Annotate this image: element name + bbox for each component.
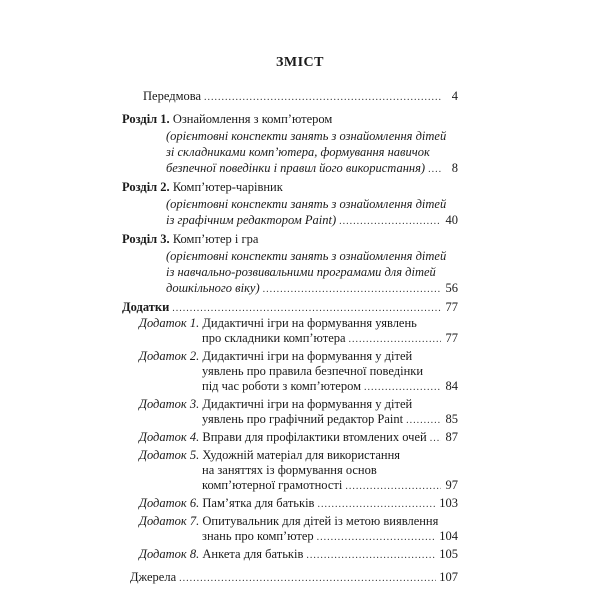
appendix-line: Дидактичні ігри на формування у дітей	[202, 349, 413, 363]
entry-label: Додатки	[122, 300, 170, 314]
section-number: Розділ 1.	[122, 112, 170, 126]
toc-entry-sources[interactable]	[130, 570, 458, 585]
section-2-desc-line: (орієнтовні конспекти занять з ознайомлення дітей	[166, 197, 447, 211]
section-title: Ознайомлення з комп’ютером	[172, 112, 333, 126]
dot-leader	[263, 282, 441, 297]
section-1-desc-line: безпечної поведінки і правил його використання)	[166, 161, 426, 175]
section-3-last-line	[166, 281, 458, 296]
toc-entry-appendix-7[interactable]	[139, 514, 458, 529]
appendix-3-last-line	[202, 412, 458, 427]
toc-entry-section-2[interactable]	[122, 180, 458, 195]
entry-page: 56	[445, 281, 458, 295]
appendix-line: Художній матеріал для використання	[202, 448, 401, 462]
entry-page: 85	[445, 412, 458, 426]
dot-leader	[179, 571, 436, 586]
appendix-line: знань про комп’ютер	[202, 529, 314, 543]
appendix-number: Додаток 6.	[139, 496, 200, 510]
appendix-line: під час роботи з комп’ютером	[202, 379, 362, 393]
entry-page: 77	[445, 300, 458, 314]
appendix-line: уявлень про графічний редактор Paint	[202, 412, 404, 426]
appendix-2-last-line	[202, 379, 458, 394]
section-1-desc-line: (орієнтовні конспекти занять з ознайомлення дітей	[166, 129, 447, 143]
entry-page: 84	[445, 379, 458, 393]
entry-page: 40	[445, 213, 458, 227]
entry-label: Передмова	[143, 89, 202, 103]
dot-leader	[345, 479, 441, 494]
toc-entry-appendix-8[interactable]	[139, 547, 458, 562]
appendix-line: Вправи для профілактики втомлених очей	[202, 430, 427, 444]
appendix-line: Опитувальник для дітей із метою виявлення	[202, 514, 439, 528]
page-title: ЗМІСТ	[276, 55, 324, 70]
toc-entry-appendix-1[interactable]	[139, 316, 458, 331]
appendix-number: Додаток 4.	[139, 430, 200, 444]
dot-leader	[406, 413, 441, 428]
appendix-line: Анкета для батьків	[202, 547, 304, 561]
dot-leader	[339, 214, 441, 229]
appendix-line: комп’ютерної грамотності	[202, 478, 343, 492]
toc-entry-appendix-6[interactable]	[139, 496, 458, 511]
appendix-number: Додаток 8.	[139, 547, 200, 561]
appendix-line: Дидактичні ігри на формування у дітей	[202, 397, 413, 411]
appendix-number: Додаток 5.	[139, 448, 200, 462]
appendix-line: на заняттях із формування основ	[202, 463, 377, 477]
toc-entry-section-1[interactable]	[122, 112, 458, 127]
toc-entry-foreword[interactable]	[143, 89, 458, 104]
entry-page: 87	[445, 430, 458, 444]
section-title: Комп’ютер і гра	[172, 232, 259, 246]
toc-entry-section-3[interactable]	[122, 232, 458, 247]
entry-page: 104	[439, 529, 458, 543]
entry-label: Джерела	[130, 570, 177, 584]
dot-leader	[317, 497, 436, 512]
entry-page: 4	[451, 89, 458, 103]
toc-entry-appendix-3[interactable]	[139, 397, 458, 412]
toc-entry-appendix-5[interactable]	[139, 448, 458, 463]
dot-leader	[306, 548, 436, 563]
toc-entry-appendices[interactable]	[122, 300, 458, 315]
dot-leader	[428, 162, 441, 177]
section-1-desc-line: зі складниками комп’ютера, формування навичок	[166, 145, 430, 159]
appendix-line: Дидактичні ігри на формування уявлень	[202, 316, 417, 330]
entry-page: 8	[451, 161, 458, 175]
entry-page: 77	[445, 331, 458, 345]
dot-leader	[430, 431, 441, 446]
dot-leader	[349, 332, 441, 347]
dot-leader	[364, 380, 441, 395]
toc-entry-appendix-4[interactable]	[139, 430, 458, 445]
appendix-5-last-line	[202, 478, 458, 493]
appendix-line: Пам’ятка для батьків	[202, 496, 315, 510]
section-3-desc-line: дошкільного віку)	[166, 281, 260, 295]
section-number: Розділ 2.	[122, 180, 170, 194]
appendix-number: Додаток 7.	[139, 514, 200, 528]
entry-page: 97	[445, 478, 458, 492]
section-2-last-line	[166, 213, 458, 228]
section-1-last-line	[166, 161, 458, 176]
section-3-desc-line: (орієнтовні конспекти занять з ознайомлення дітей	[166, 249, 447, 263]
entry-page: 105	[439, 547, 458, 561]
dot-leader	[172, 301, 441, 316]
entry-page: 107	[439, 570, 458, 584]
entry-page: 103	[439, 496, 458, 510]
appendix-1-last-line	[202, 331, 458, 346]
dot-leader	[317, 530, 437, 545]
section-number: Розділ 3.	[122, 232, 170, 246]
section-title: Комп’ютер-чарівник	[172, 180, 283, 194]
toc-entry-appendix-2[interactable]	[139, 349, 458, 364]
appendix-7-last-line	[202, 529, 458, 544]
appendix-line: уявлень про правила безпечної поведінки	[202, 364, 424, 378]
appendix-number: Додаток 1.	[139, 316, 200, 330]
appendix-number: Додаток 2.	[139, 349, 200, 363]
appendix-number: Додаток 3.	[139, 397, 200, 411]
section-3-desc-line: із навчально-розвивальними програмами для дітей	[166, 265, 436, 279]
section-2-desc-line: із графічним редактором Paint)	[166, 213, 337, 227]
dot-leader	[204, 90, 441, 105]
appendix-line: про складники комп’ютера	[202, 331, 346, 345]
